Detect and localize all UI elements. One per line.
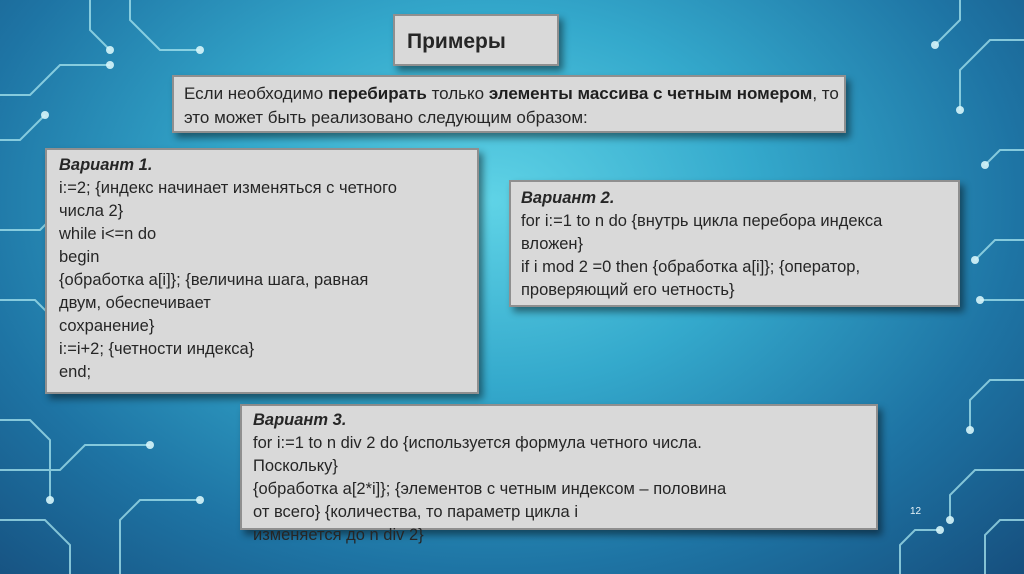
intro-bold-2: элементы массива с четным номером (488, 84, 813, 103)
code-line: {обработка a[i]}; {величина шага, равная (59, 271, 369, 289)
code-line: i:=i+2; {четности индекса} (59, 340, 255, 358)
variant-3-box (240, 404, 878, 544)
code-line: проверяющий его четность} (521, 281, 735, 299)
intro-bold-1: перебирать (327, 84, 427, 103)
code-line: вложен} (521, 235, 584, 253)
code-line: {обработка a[2*i]}; {элементов с четным индексом – половина (253, 480, 727, 498)
code-line: for i:=1 to n do {внутрь цикла перебора индекса (521, 212, 883, 230)
code-line: if i mod 2 =0 then {обработка a[i]}; {оператор, (521, 258, 861, 276)
code-line: i:=2; {индекс начинает изменяться с четного (59, 179, 397, 197)
slide-title (393, 14, 559, 66)
variant-2-box (509, 180, 960, 307)
code-line: от всего} {количества, то параметр цикла i (253, 503, 578, 521)
variant-3-heading: Вариант 3. (253, 411, 347, 429)
slide-title-text: Примеры (407, 30, 506, 53)
code-line: сохранение} (59, 317, 155, 335)
code-line: begin (59, 248, 100, 266)
intro-text-2: только (426, 84, 489, 103)
code-line: for i:=1 to n div 2 do {используется формула четного числа. (253, 434, 702, 452)
variant-1-heading: Вариант 1. (59, 156, 153, 174)
intro-text-1: Если необходимо (184, 84, 328, 103)
intro-text-3: , то это может быть реализовано следующим образом: (184, 84, 839, 127)
intro-text-box (172, 75, 846, 133)
code-line: числа 2} (59, 202, 124, 220)
variant-2-heading: Вариант 2. (521, 189, 615, 207)
code-line: двум, обеспечивает (59, 294, 211, 312)
code-line: while i<=n do (59, 225, 157, 243)
code-line: изменяется до n div 2} (253, 526, 424, 544)
code-line: end; (59, 363, 92, 381)
page-number: 12 (910, 506, 922, 517)
variant-1-box (45, 148, 479, 394)
code-line: Поскольку} (253, 457, 338, 475)
